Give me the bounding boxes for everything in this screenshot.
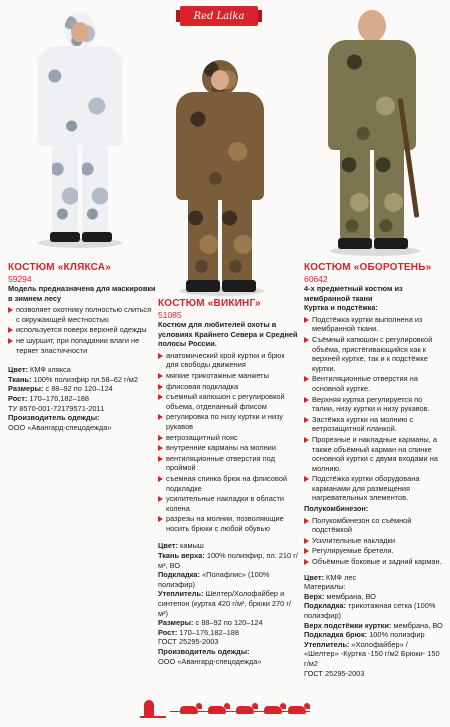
- face: [211, 70, 229, 90]
- feature-item: Вентиляционные отверстия на основной куртке.: [304, 374, 444, 393]
- feature-item: разрезы на молнии, позволяющие носить брюки с любой обувью: [158, 514, 298, 533]
- feature-item: не шуршит, при попадании влаги не теряет эластичности: [8, 336, 156, 355]
- product-title: КОСТЮМ «ОБОРОТЕНЬ»: [304, 262, 432, 273]
- feature-item: Регулируемые бретели.: [304, 546, 444, 556]
- feature-item: анатомический крой куртки и брюк для свободы движения: [158, 351, 298, 370]
- product-code: 51085: [158, 310, 182, 320]
- product-code: 59294: [8, 274, 32, 284]
- subhead-jacket: Куртка и подстёжка:: [304, 303, 378, 313]
- product-code: 60642: [304, 274, 328, 284]
- subhead-overalls: Полукомбинезон:: [304, 504, 369, 514]
- feature-item: флисовая подкладка: [158, 382, 298, 392]
- feature-item: Подстёжка куртки оборудована карманами для размещения нагревательных элементов.: [304, 474, 444, 503]
- feature-list: [158, 351, 298, 534]
- spec-list: Цвет: КМФ клякса Ткань: 100% полиэфир пл.58–62 г/м2 Размеры: с 88–92 по 120–124 Рост: 170–176,182–188 ТУ 8570-001-72179571-2011 Производитель одежды: ООО «Авангард-спецодежда»: [8, 365, 138, 432]
- jacket: [176, 92, 264, 200]
- feature-item: Усилительные накладки: [304, 536, 444, 546]
- feature-list: [8, 305, 156, 355]
- feature-list: [304, 315, 444, 503]
- product-lead: 4-х предметный костюм из мембранной ткани: [304, 284, 403, 303]
- product-lead: Костюм для любителей охоты в условиях Крайнего Севера и Средней полосы России.: [158, 320, 298, 349]
- feature-item: Подстёжка куртки выполнена из мембранной ткани.: [304, 315, 444, 334]
- feature-item: Объёмные боковые и задний карман.: [304, 557, 444, 567]
- dog-sled-emblem: [140, 700, 310, 720]
- feature-item: усилительные накладки в области колена: [158, 494, 298, 513]
- product-lead: Модель предназначена для маскировки в зимнем лесу: [8, 284, 156, 303]
- product-title: КОСТЮМ «ВИКИНГ»: [158, 298, 261, 309]
- feature-item: Верхняя куртка регулируется по талии, низу куртки и низу рукавов.: [304, 395, 444, 414]
- spec-list: Цвет: КМФ лес Материалы: Верх: мембрана, ВО Подкладка: трикотажная сетка (100% полиэфир) Верх подстёжки куртки: мембрана, ВО Подкладка брюк: 100% полиэфир Утеплитель: «Холофайбер» / «Шелтер» -Куртка -150 г/м2 Брюки- 150 г/м2 ГОСТ 25295-2003: [304, 572, 443, 678]
- product-viking: [158, 298, 298, 666]
- feature-item: съемный капюшон с регулировкой объема, отделанный флисом: [158, 392, 298, 411]
- feature-item: позволяет охотнику полностью слиться с окружающей местностью: [8, 305, 156, 324]
- feature-item: внутренние карманы на молнии: [158, 443, 298, 453]
- product-oboroten: [304, 262, 444, 678]
- feature-item: съемная спинка брюк на флисовой подкладке: [158, 474, 298, 493]
- product-title: КОСТЮМ «КЛЯКСА»: [8, 262, 111, 273]
- feature-item: вентиляционные отверстия под проймой: [158, 454, 298, 473]
- face: [71, 22, 89, 42]
- model-figure-oboroten: [320, 8, 430, 258]
- model-figure-klyaksa: [30, 10, 130, 250]
- brand-logo: Red Laika: [180, 6, 258, 26]
- feature-item: регулировка по низу куртки и низу рукавов: [158, 412, 298, 431]
- spec-list: Цвет: камыш Ткань верха: 100% полиэфир, пл. 210 г/м², ВО Подкладка: «Полафлис» (100% полиэфир) Утеплитель: Шелтер/Холофайбер и синтепон (куртка 420 г/м², брюки 270 г/м²) Размеры: с 88–92 по 120–124 Рост: 170–176,182–188 ГОСТ 25295-2003 Производитель одежды: ООО «Авангард-спецодежда»: [158, 541, 298, 666]
- feature-item: ветрозащитный пояс: [158, 433, 298, 443]
- feature-list-2: [304, 516, 444, 567]
- jacket: [38, 46, 122, 146]
- face: [358, 10, 386, 42]
- feature-item: Съёмный капюшон с регулировкой объёма, пристёгивающийся как к верхней куртке, так и к подстёжке куртки.: [304, 335, 444, 373]
- product-klyaksa: [8, 262, 156, 432]
- feature-item: Застёжка куртки на молнию с ветрозащитной планкой.: [304, 415, 444, 434]
- feature-item: Полукомбинезон со съёмной подстёжкой: [304, 516, 444, 535]
- model-figure-viking: [170, 60, 270, 298]
- feature-item: используется поверх верхней одежды: [8, 325, 156, 335]
- feature-item: мягкие трикотажные манжеты: [158, 371, 298, 381]
- feature-item: Прорезные и накладные карманы, а также объёмный карман на спинке основной куртки с двумя входами на молнию.: [304, 435, 444, 473]
